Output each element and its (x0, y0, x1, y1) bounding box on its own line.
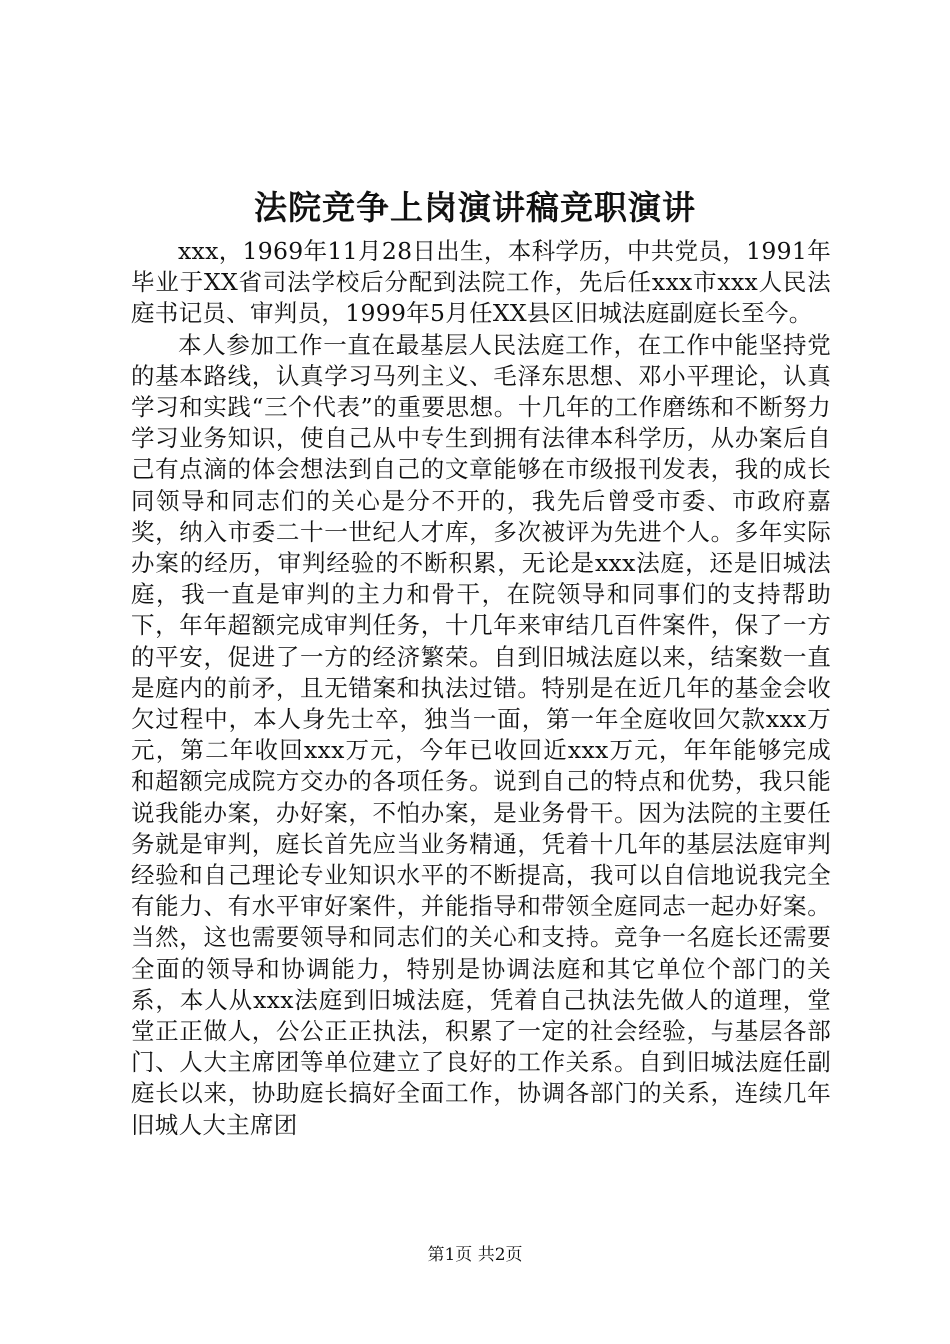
paragraph-experience: 本人参加工作一直在最基层人民法庭工作，在工作中能坚持党的基本路线，认真学习马列主义、毛泽东思想、邓小平理论，认真学习和实践“三个代表”的重要思想。十几年的工作磨练和不断努力学习业务知识，使自己从中专生到拥有法律本科学历，从办案后自己有点滴的体会想法到自己的文章能够在市级报刊发表，我的成长同领导和同志们的关心是分不开的，我先后曾受市委、市政府嘉奖，纳入市委二十一世纪人才库，多次被评为先进个人。多年实际办案的经历，审判经验的不断积累，无论是xxx法庭，还是旧城法庭，我一直是审判的主力和骨干，在院领导和同事们的支持帮助下，年年超额完成审判任务，十几年来审结几百件案件，保了一方的平安，促进了一方的经济繁荣。自到旧城法庭以来，结案数一直是庭内的前矛，且无错案和执法过错。特别是在近几年的基金会收欠过程中，本人身先士卒，独当一面，第一年全庭收回欠款xxx万元，第二年收回xxx万元，今年已收回近xxx万元，年年能够完成和超额完成院方交办的各项任务。说到自己的特点和优势，我只能说我能办案，办好案，不怕办案，是业务骨干。因为法院的主要任务就是审判，庭长首先应当业务精通，凭着十几年的基层法庭审判经验和自己理论专业知识水平的不断提高，我可以自信地说我完全有能力、有水平审好案件，并能指导和带领全庭同志一起办好案。当然，这也需要领导和同志们的关心和支持。竞争一名庭长还需要全面的领导和协调能力，特别是协调法庭和其它单位个部门的关系，本人从xxx法庭到旧城法庭，凭着自己执法先做人的道理，堂堂正正做人，公公正正执法，积累了一定的社会经验，与基层各部门、人大主席团等单位建立了良好的工作关系。自到旧城法庭任副庭长以来，协助庭长搞好全面工作，协调各部门的关系，连续几年旧城人大主席团 (131, 330, 831, 1139)
document-body (131, 236, 831, 1141)
page-number-footer: 第1页 共2页 (427, 1245, 523, 1265)
document-title: 法院竞争上岗演讲稿竞职演讲 (254, 188, 696, 227)
paragraph-bio: xxx，1969年11月28日出生，本科学历，中共党员，1991年毕业于XX省司法学校后分配到法院工作，先后任xxx市xxx人民法庭书记员、审判员，1999年5月任XX县区旧城法庭副庭长至今。 (131, 237, 831, 328)
